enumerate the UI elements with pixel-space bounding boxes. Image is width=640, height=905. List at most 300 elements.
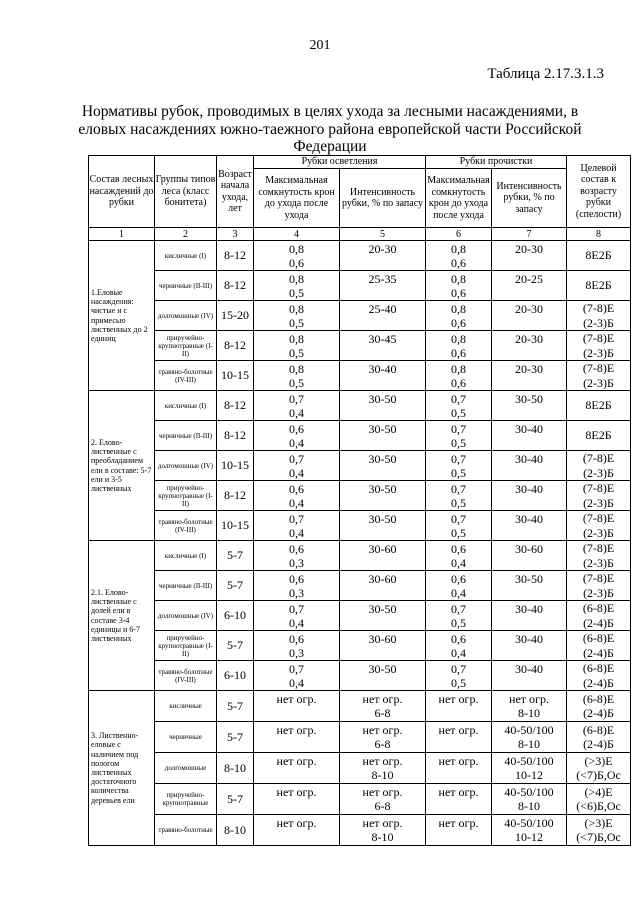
page-number: 201 <box>309 38 331 53</box>
table-label: Таблица 2.17.3.1.3 <box>487 66 604 82</box>
value-secondary <box>492 466 566 480</box>
value-secondary <box>340 526 425 540</box>
table-row <box>89 481 631 511</box>
composition-line-1: (7-8)Е <box>582 331 615 345</box>
col-number: 3 <box>217 228 254 241</box>
forest-type-cell: приручейно-крупнотравные (I-II) <box>155 481 217 511</box>
forest-type-cell: кисличные (I) <box>155 541 217 571</box>
value-before: нет огр. <box>276 785 317 799</box>
density-osv-cell <box>254 391 340 421</box>
start-age-cell: 6-10 <box>217 601 254 631</box>
composition-line-1: (6-8)Е <box>582 722 615 737</box>
value-before: нет огр. <box>438 816 479 830</box>
value-after <box>426 768 491 782</box>
start-age-cell: 5-7 <box>217 691 254 722</box>
value-before: нет огр. <box>438 692 479 706</box>
start-age-cell: 5-7 <box>217 784 254 815</box>
value-primary: 40-50/100 <box>504 785 554 799</box>
intensity-osv-cell <box>340 691 426 722</box>
value-after: 0,6 <box>451 285 466 300</box>
value-secondary: 8-10 <box>371 830 394 844</box>
intensity-proch-cell <box>492 691 567 722</box>
intensity-osv-cell <box>340 541 426 571</box>
intensity-osv-cell <box>340 722 426 753</box>
value-secondary <box>492 436 566 450</box>
value-after: 0,3 <box>289 645 304 660</box>
value-secondary <box>492 286 566 300</box>
value-before: 0,8 <box>451 361 466 376</box>
value-before: 0,7 <box>451 481 466 496</box>
header-intensity-proch: Интенсивность рубки, % по запасу <box>492 169 567 228</box>
start-age-cell: 10-15 <box>217 361 254 391</box>
composition-line-2: (2-4)Б <box>583 675 614 690</box>
start-age-cell: 8-10 <box>217 815 254 846</box>
value-primary: 20-25 <box>515 271 543 286</box>
table-title: Нормативы рубок, проводимых в целях ухода за лесными насаждениями, в еловых насаждениях южно-таежного района европейской части Российской Федерации <box>78 103 582 155</box>
value-secondary <box>340 556 425 570</box>
composition-line-1: 8Е2Б <box>585 398 612 413</box>
value-before: 0,8 <box>451 241 466 256</box>
value-primary: 20-30 <box>515 241 543 256</box>
value-secondary <box>492 526 566 540</box>
composition-line-2: (2-3)Б <box>583 555 614 570</box>
intensity-proch-cell <box>492 815 567 846</box>
value-primary: нет огр. <box>362 785 403 799</box>
value-before: 0,6 <box>451 541 466 556</box>
target-composition-cell <box>567 331 631 361</box>
composition-line-2: (<7)Б,Ос <box>576 768 621 782</box>
col-number: 4 <box>254 228 340 241</box>
value-secondary: 6-8 <box>374 737 391 751</box>
value-after <box>254 830 339 844</box>
value-after: 0,5 <box>451 615 466 630</box>
group-label: 3. Лиственно-еловые с наличием под пологом лиственных достаточного количества деревьев ели <box>89 691 155 846</box>
density-osv-cell <box>254 691 340 722</box>
start-age-cell: 8-10 <box>217 753 254 784</box>
value-before: 0,6 <box>289 571 304 586</box>
intensity-osv-cell <box>340 391 426 421</box>
value-secondary <box>492 346 566 360</box>
table-row <box>89 331 631 361</box>
value-secondary: 8-10 <box>518 737 540 751</box>
value-primary: 30-40 <box>515 481 543 496</box>
composition-line-2: (2-3)Б <box>583 495 614 510</box>
density-osv-cell <box>254 753 340 784</box>
value-after: 0,5 <box>451 525 466 540</box>
value-secondary: 8-10 <box>518 799 540 813</box>
value-secondary <box>492 676 566 690</box>
value-before: 0,7 <box>289 601 304 616</box>
value-after: 0,6 <box>451 375 466 390</box>
value-before: 0,6 <box>451 571 466 586</box>
intensity-proch-cell <box>492 541 567 571</box>
intensity-proch-cell <box>492 391 567 421</box>
value-primary: 30-50 <box>368 421 397 436</box>
value-primary: 30-40 <box>515 631 543 646</box>
value-after: 0,4 <box>289 465 304 480</box>
value-secondary: 8-10 <box>371 768 394 782</box>
density-proch-cell <box>426 661 492 691</box>
value-after <box>426 799 491 813</box>
value-before: нет огр. <box>438 754 479 768</box>
col-number: 1 <box>89 228 155 241</box>
target-composition-cell <box>567 691 631 722</box>
value-before: 0,8 <box>289 271 304 286</box>
composition-line-1: (>3)Е <box>584 815 613 830</box>
start-age-cell: 8-12 <box>217 271 254 301</box>
value-after: 0,3 <box>289 555 304 570</box>
density-proch-cell <box>426 481 492 511</box>
start-age-cell: 10-15 <box>217 451 254 481</box>
value-after <box>254 737 339 751</box>
table-row <box>89 815 631 846</box>
value-secondary <box>340 616 425 630</box>
value-before: 0,8 <box>289 241 304 256</box>
value-after: 0,5 <box>451 405 466 420</box>
value-before: нет огр. <box>438 785 479 799</box>
col-number: 2 <box>155 228 217 241</box>
value-before: 0,8 <box>289 301 304 316</box>
density-proch-cell <box>426 241 492 271</box>
value-secondary <box>492 556 566 570</box>
value-after <box>426 737 491 751</box>
start-age-cell: 10-15 <box>217 511 254 541</box>
value-primary: 30-50 <box>515 571 543 586</box>
col-number: 8 <box>567 228 631 241</box>
value-after: 0,5 <box>451 675 466 690</box>
table-row <box>89 753 631 784</box>
value-before: 0,6 <box>451 631 466 646</box>
table-row <box>89 271 631 301</box>
density-proch-cell <box>426 451 492 481</box>
density-proch-cell <box>426 421 492 451</box>
value-primary: 30-60 <box>368 541 397 556</box>
forest-type-cell: кисличные (I) <box>155 391 217 421</box>
forest-type-cell: травяно-болотные (IV-III) <box>155 661 217 691</box>
density-proch-cell <box>426 753 492 784</box>
intensity-proch-cell <box>492 331 567 361</box>
composition-line-2: (2-4)Б <box>583 615 614 630</box>
start-age-cell: 5-7 <box>217 571 254 601</box>
density-osv-cell <box>254 271 340 301</box>
value-secondary <box>340 316 425 330</box>
value-before: 0,8 <box>289 331 304 346</box>
value-primary: 30-60 <box>515 541 543 556</box>
value-before: 0,7 <box>289 451 304 466</box>
density-osv-cell <box>254 361 340 391</box>
forest-type-cell: приручейно-крупнотравные (I-II) <box>155 331 217 361</box>
value-after: 0,4 <box>289 525 304 540</box>
value-primary: 30-50 <box>368 661 397 676</box>
value-primary: 30-40 <box>515 511 543 526</box>
intensity-proch-cell <box>492 301 567 331</box>
intensity-proch-cell <box>492 571 567 601</box>
value-after: 0,6 <box>451 345 466 360</box>
table-row <box>89 722 631 753</box>
target-composition-cell <box>567 361 631 391</box>
target-composition-cell <box>567 631 631 661</box>
composition-line-2: (2-4)Б <box>583 645 614 660</box>
composition-line-1: (7-8)Е <box>582 451 615 465</box>
forest-type-cell: долгомошные (IV) <box>155 301 217 331</box>
composition-line-1: (7-8)Е <box>582 361 615 375</box>
value-before: 0,7 <box>451 661 466 676</box>
target-composition-cell <box>567 511 631 541</box>
value-secondary <box>492 646 566 660</box>
composition-line-1: (>3)Е <box>584 753 613 768</box>
density-proch-cell <box>426 331 492 361</box>
intensity-osv-cell <box>340 271 426 301</box>
value-after: 0,4 <box>289 495 304 510</box>
density-osv-cell <box>254 661 340 691</box>
target-composition-cell <box>567 481 631 511</box>
value-primary: 30-50 <box>368 391 397 406</box>
value-primary: нет огр. <box>509 692 549 706</box>
forest-type-cell: долгомошные (IV) <box>155 451 217 481</box>
density-osv-cell <box>254 601 340 631</box>
value-primary: 40-50/100 <box>504 723 554 737</box>
value-before: нет огр. <box>438 723 479 737</box>
value-primary: 30-50 <box>368 481 397 496</box>
value-secondary <box>492 616 566 630</box>
start-age-cell: 5-7 <box>217 722 254 753</box>
value-secondary <box>340 676 425 690</box>
density-proch-cell <box>426 571 492 601</box>
value-secondary: 10-12 <box>515 830 543 844</box>
start-age-cell: 8-12 <box>217 391 254 421</box>
density-osv-cell <box>254 631 340 661</box>
value-before: 0,8 <box>451 301 466 316</box>
value-secondary <box>340 376 425 390</box>
value-before: 0,6 <box>289 631 304 646</box>
value-secondary <box>340 436 425 450</box>
value-secondary <box>492 376 566 390</box>
value-after: 0,6 <box>451 255 466 270</box>
value-after: 0,5 <box>451 465 466 480</box>
density-proch-cell <box>426 691 492 722</box>
value-primary: нет огр. <box>362 816 403 830</box>
table-row <box>89 241 631 271</box>
forest-type-cell: долгомошные (IV) <box>155 601 217 631</box>
value-after: 0,4 <box>289 675 304 690</box>
intensity-proch-cell <box>492 661 567 691</box>
value-after: 0,5 <box>289 375 304 390</box>
composition-line-1: (7-8)Е <box>582 571 615 585</box>
density-proch-cell <box>426 541 492 571</box>
density-proch-cell <box>426 391 492 421</box>
table-row <box>89 691 631 722</box>
density-osv-cell <box>254 481 340 511</box>
composition-line-1: (7-8)Е <box>582 511 615 525</box>
intensity-osv-cell <box>340 331 426 361</box>
start-age-cell: 8-12 <box>217 241 254 271</box>
target-composition-cell <box>567 301 631 331</box>
composition-line-2: (2-3)Б <box>583 375 614 390</box>
value-after: 0,6 <box>451 315 466 330</box>
value-after: 0,3 <box>289 585 304 600</box>
target-composition-cell <box>567 451 631 481</box>
col-number: 6 <box>426 228 492 241</box>
intensity-osv-cell <box>340 661 426 691</box>
value-primary: 20-30 <box>515 361 543 376</box>
header-prochistka: Рубки прочистки <box>426 156 567 169</box>
density-osv-cell <box>254 784 340 815</box>
start-age-cell: 8-12 <box>217 331 254 361</box>
density-osv-cell <box>254 451 340 481</box>
table-row <box>89 361 631 391</box>
composition-line-2: (2-4)Б <box>583 706 614 720</box>
value-primary: нет огр. <box>362 754 403 768</box>
intensity-osv-cell <box>340 601 426 631</box>
start-age-cell: 5-7 <box>217 541 254 571</box>
value-secondary <box>340 256 425 270</box>
intensity-osv-cell <box>340 753 426 784</box>
value-before: 0,6 <box>289 481 304 496</box>
value-secondary <box>492 496 566 510</box>
composition-line-2: (2-3)Б <box>583 585 614 600</box>
value-secondary <box>340 646 425 660</box>
forest-type-cell: черничные (II-III) <box>155 571 217 601</box>
table-row <box>89 601 631 631</box>
composition-line-2: (2-3)Б <box>583 345 614 360</box>
intensity-proch-cell <box>492 361 567 391</box>
composition-line-1: (7-8)Е <box>582 481 615 495</box>
intensity-osv-cell <box>340 815 426 846</box>
table-row <box>89 784 631 815</box>
value-before: 0,8 <box>451 271 466 286</box>
value-after: 0,4 <box>451 555 466 570</box>
target-composition-cell <box>567 241 631 271</box>
value-before: нет огр. <box>276 692 317 706</box>
target-composition-cell <box>567 661 631 691</box>
target-composition-cell <box>567 571 631 601</box>
norms-table <box>88 155 631 846</box>
target-composition-cell <box>567 815 631 846</box>
value-secondary <box>340 286 425 300</box>
intensity-osv-cell <box>340 571 426 601</box>
value-after <box>254 768 339 782</box>
intensity-proch-cell <box>492 451 567 481</box>
composition-line-2: (2-3)Б <box>583 465 614 480</box>
value-before: нет огр. <box>276 816 317 830</box>
value-before: 0,8 <box>289 361 304 376</box>
target-composition-cell <box>567 421 631 451</box>
table-row <box>89 421 631 451</box>
value-secondary <box>492 256 566 270</box>
header-max-density-osv: Максимальная сомкнутость крон до ухода после ухода <box>254 169 340 228</box>
intensity-osv-cell <box>340 451 426 481</box>
value-secondary <box>492 586 566 600</box>
value-primary: 30-60 <box>368 571 397 586</box>
value-before: 0,7 <box>451 421 466 436</box>
intensity-proch-cell <box>492 271 567 301</box>
intensity-proch-cell <box>492 421 567 451</box>
density-osv-cell <box>254 331 340 361</box>
forest-type-cell: черничные (II-III) <box>155 421 217 451</box>
forest-type-cell: приручейно-крупнотравные (I-II) <box>155 631 217 661</box>
density-osv-cell <box>254 421 340 451</box>
composition-line-2: (2-3)Б <box>583 525 614 540</box>
header-max-density-proch: Максимальная сомкнутость крон до ухода после ухода <box>426 169 492 228</box>
value-after: 0,4 <box>451 585 466 600</box>
value-after <box>254 799 339 813</box>
table-row <box>89 301 631 331</box>
target-composition-cell <box>567 271 631 301</box>
value-after: 0,4 <box>289 615 304 630</box>
value-primary: 40-50/100 <box>504 754 554 768</box>
group-label: 2.1. Елово-лиственные с долей ели в составе 3-4 единицы и 6-7 лиственных <box>89 541 155 691</box>
target-composition-cell <box>567 753 631 784</box>
table-row <box>89 391 631 421</box>
value-primary: 30-40 <box>368 361 397 376</box>
group-label: 1.Еловые насаждения: чистые и с примесью лиственных до 2 единиц <box>89 241 155 391</box>
value-primary: 20-30 <box>368 241 397 256</box>
composition-line-1: 8Е2Б <box>585 428 612 443</box>
density-proch-cell <box>426 271 492 301</box>
value-primary: 40-50/100 <box>504 816 554 830</box>
composition-line-1: 8Е2Б <box>585 278 612 293</box>
value-secondary <box>340 406 425 420</box>
composition-line-1: (6-8)Е <box>582 691 615 706</box>
density-osv-cell <box>254 541 340 571</box>
value-secondary <box>340 496 425 510</box>
density-proch-cell <box>426 301 492 331</box>
value-secondary: 6-8 <box>374 706 391 720</box>
value-primary: 30-45 <box>368 331 397 346</box>
composition-line-1: (6-8)Е <box>582 631 615 645</box>
value-primary: нет огр. <box>362 723 403 737</box>
composition-line-1: (6-8)Е <box>582 661 615 675</box>
value-primary: 30-40 <box>515 601 543 616</box>
table-row <box>89 541 631 571</box>
intensity-osv-cell <box>340 631 426 661</box>
value-after: 0,5 <box>451 435 466 450</box>
intensity-proch-cell <box>492 784 567 815</box>
target-composition-cell <box>567 601 631 631</box>
value-after: 0,4 <box>451 645 466 660</box>
value-after <box>254 706 339 720</box>
intensity-osv-cell <box>340 784 426 815</box>
table-row <box>89 661 631 691</box>
forest-type-cell: травяно-болотные (IV-III) <box>155 511 217 541</box>
density-proch-cell <box>426 631 492 661</box>
group-label: 2. Елово-лиственные с преобладанием ели в составе: 5-7 ели и 3-5 лиственных <box>89 391 155 541</box>
header-intensity-osv: Интенсивность рубки, % по запасу <box>340 169 426 228</box>
value-before: 0,7 <box>289 511 304 526</box>
density-proch-cell <box>426 722 492 753</box>
forest-type-cell: долгомошные <box>155 753 217 784</box>
value-secondary: 10-12 <box>515 768 543 782</box>
table-row <box>89 511 631 541</box>
composition-line-1: 8Е2Б <box>585 248 612 263</box>
value-after: 0,5 <box>289 315 304 330</box>
density-proch-cell <box>426 361 492 391</box>
value-secondary: 6-8 <box>374 799 391 813</box>
intensity-osv-cell <box>340 511 426 541</box>
forest-type-cell: черничные <box>155 722 217 753</box>
value-after: 0,6 <box>289 255 304 270</box>
value-before: 0,7 <box>289 391 304 406</box>
start-age-cell: 8-12 <box>217 481 254 511</box>
value-before: 0,6 <box>289 541 304 556</box>
value-primary: 30-40 <box>515 661 543 676</box>
value-before: 0,7 <box>451 391 466 406</box>
forest-type-cell: кисличные (I) <box>155 241 217 271</box>
value-primary: 25-35 <box>368 271 397 286</box>
density-osv-cell <box>254 511 340 541</box>
value-after: 0,4 <box>289 405 304 420</box>
value-after <box>426 830 491 844</box>
